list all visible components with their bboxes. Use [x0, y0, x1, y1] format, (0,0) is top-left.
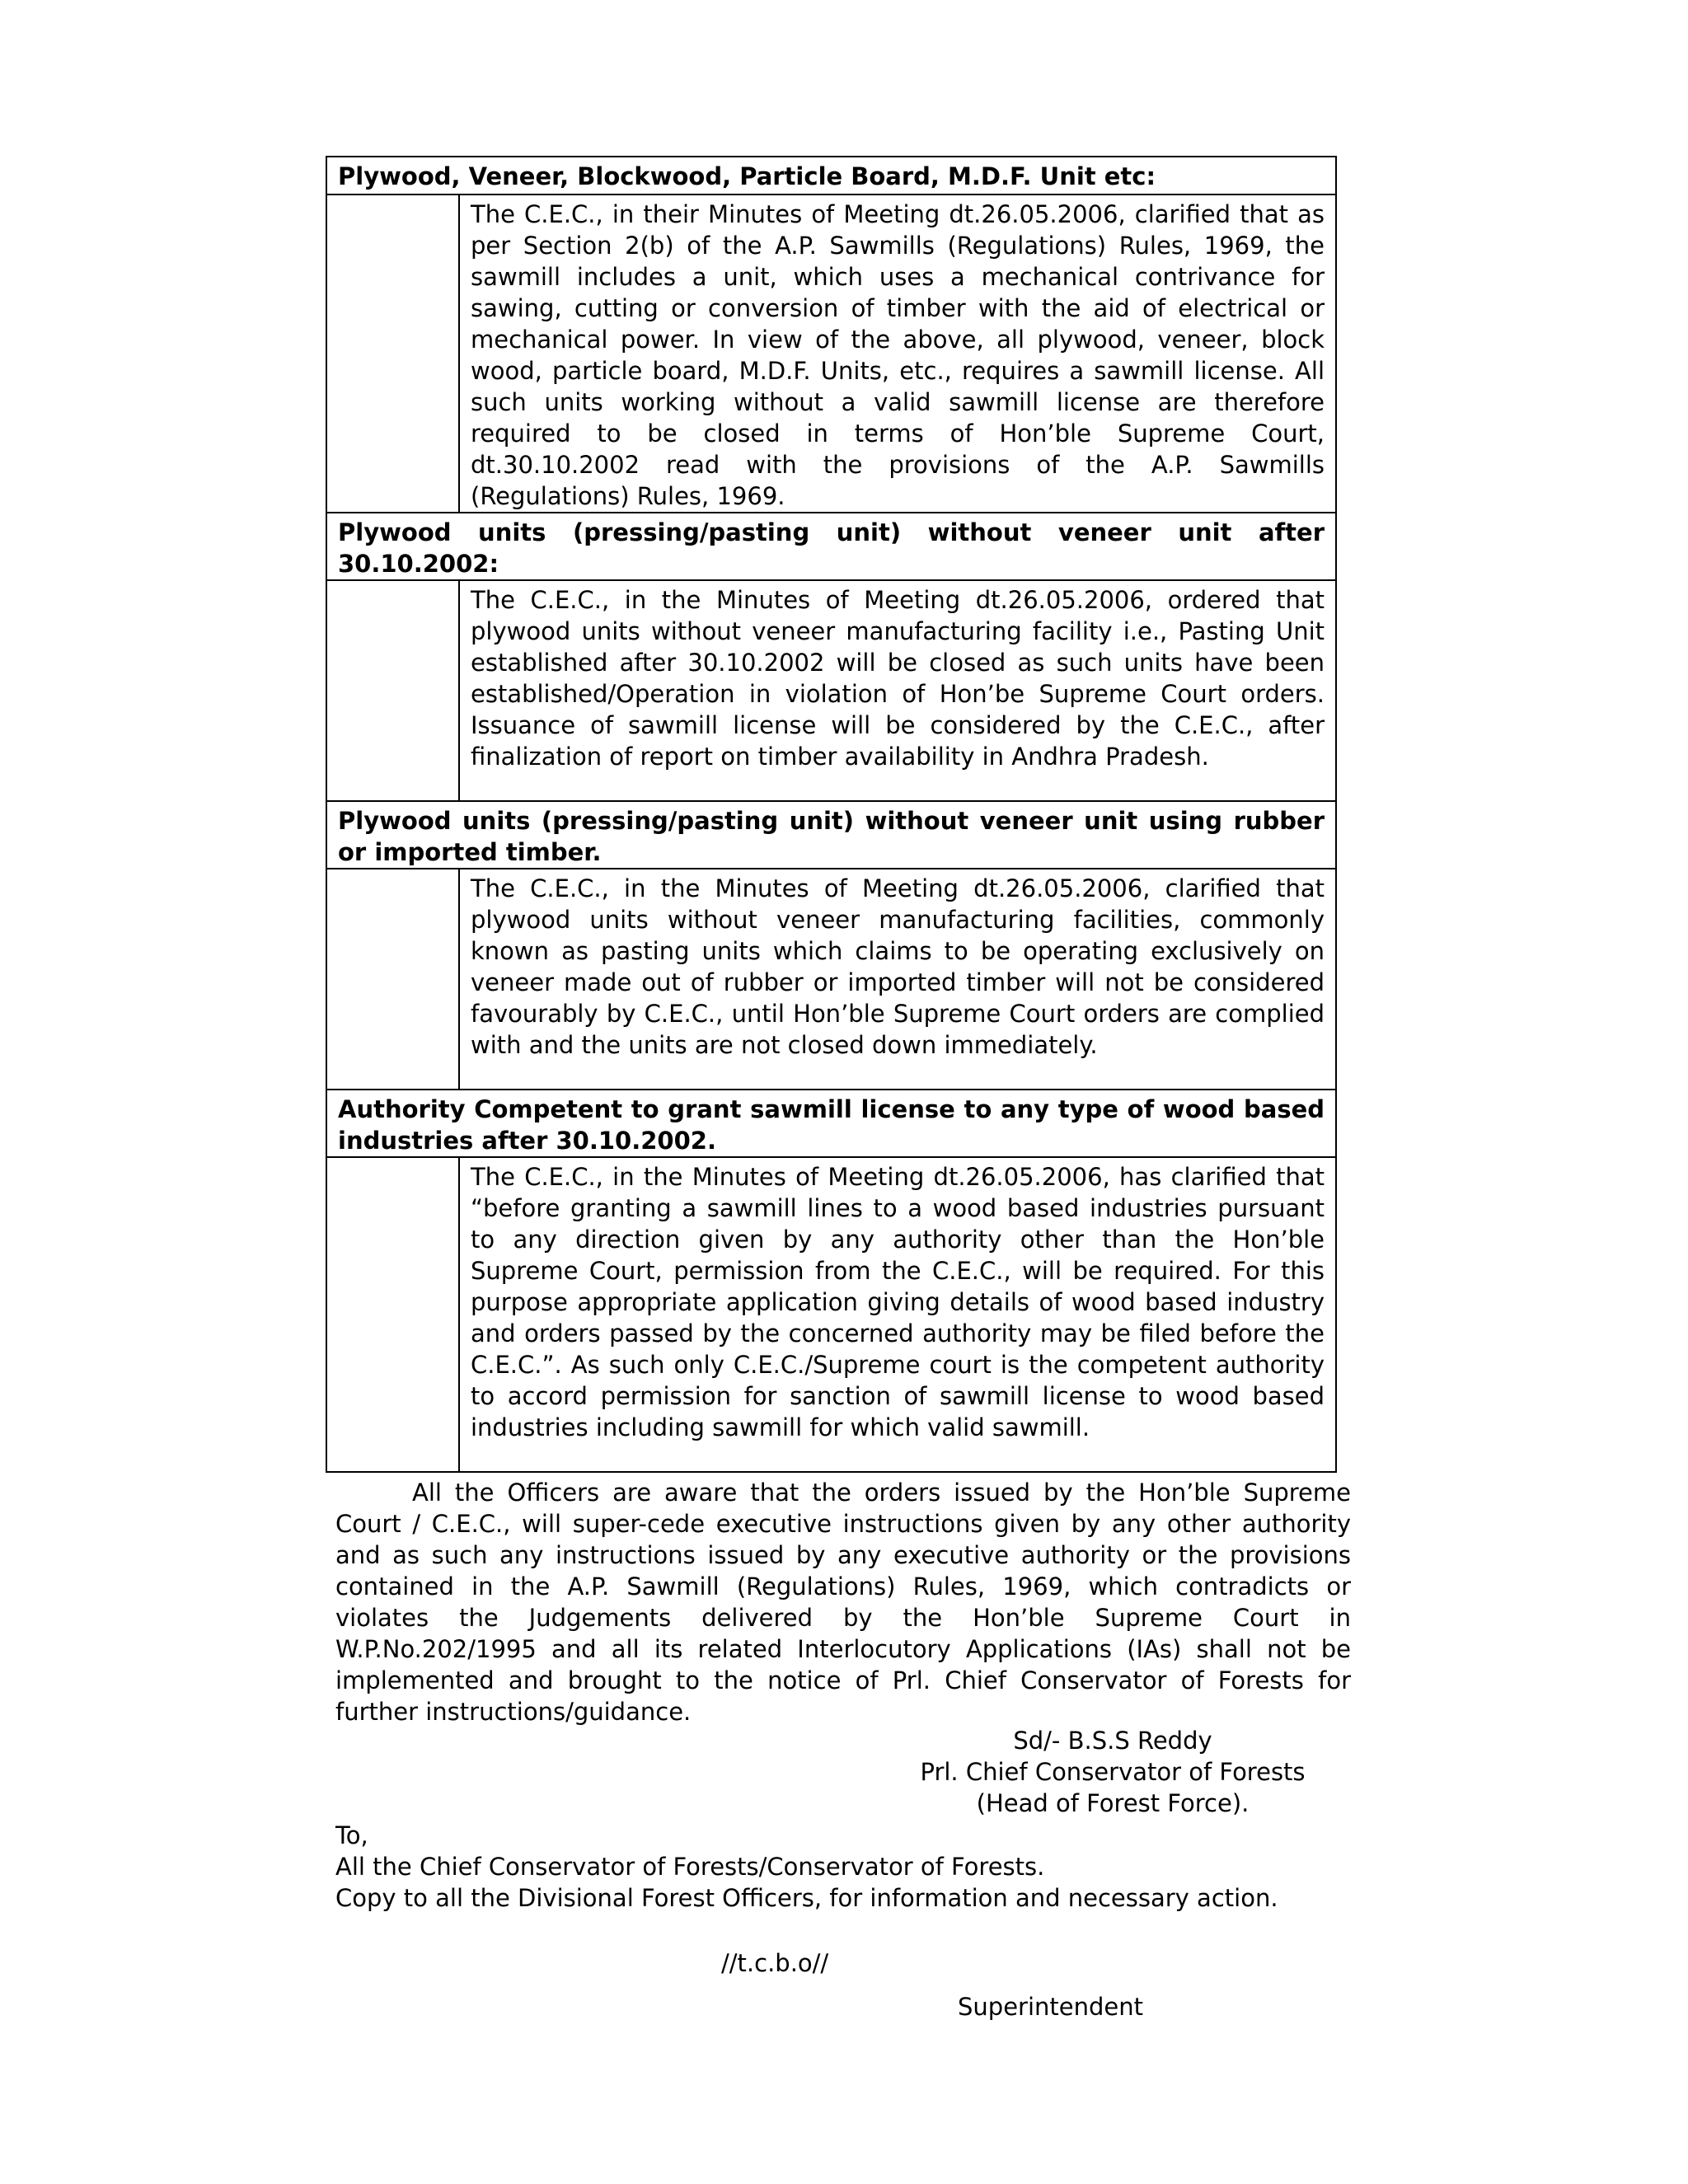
section-body-row: [326, 1157, 1336, 1472]
section-heading-row: [326, 1090, 1336, 1157]
guidelines-table: [326, 156, 1337, 1473]
section-heading: Authority Competent to grant sawmill license to any type of wood based industries after 30.10.2002.: [326, 1090, 1336, 1157]
signature-designation: Prl. Chief Conservator of Forests: [920, 1758, 1306, 1786]
section-heading-row: [326, 801, 1336, 869]
signature-block: [907, 1725, 1319, 1819]
section-body-row: [326, 869, 1336, 1090]
closing-paragraph: All the Officers are aware that the orders issued by the Hon’ble Supreme Court / C.E.C., will super-cede executive instructions given by any other authority and as such any instructions issued by any executive authority or the provisions contained in the A.P. Sawmill (Regulations) Rules, 1969, which contradicts or violates the Judgements delivered by the Hon’ble Supreme Court in W.P.No.202/1995 and all its related Interlocutory Applications (IAs) shall not be implemented and brought to the notice of Prl. Chief Conservator of Forests for further instructions/guidance.: [335, 1479, 1351, 1726]
section-body: The C.E.C., in the Minutes of Meeting dt.26.05.2006, has clarified that “before granting a sawmill lines to a wood based industries pursuant to any direction given by any authority other than the Hon’ble Supreme Court, permission from the C.E.C., will be required. For this purpose appropriate application giving details of wood based industry and orders passed by the concerned authority may be filed before the C.E.C.”. As such only C.E.C./Supreme court is the competent authority to accord permission for sanction of sawmill license to wood based industries including sawmill for which valid sawmill.: [459, 1157, 1336, 1472]
section-body: The C.E.C., in the Minutes of Meeting dt.26.05.2006, ordered that plywood units without veneer manufacturing facility i.e., Pasting Unit established after 30.10.2002 will be closed as such units have been established/Operation in violation of Hon’be Supreme Court orders. Issuance of sawmill license will be considered by the C.E.C., after finalization of report on timber availability in Andhra Pradesh.: [459, 580, 1336, 801]
section-heading: Plywood units (pressing/pasting unit) without veneer unit after 30.10.2002:: [326, 513, 1336, 580]
blank-cell: [326, 869, 459, 1090]
address-recipient: All the Chief Conservator of Forests/Conservator of Forests.: [335, 1853, 1045, 1881]
blank-cell: [326, 194, 459, 513]
section-body: The C.E.C., in their Minutes of Meeting dt.26.05.2006, clarified that as per Section 2(b) of the A.P. Sawmills (Regulations) Rules, 1969, the sawmill includes a unit, which uses a mechanical contrivance for sawing, cutting or conversion of timber with the aid of electrical or mechanical power. In view of the above, all plywood, veneer, block wood, particle board, M.D.F. Units, etc., requires a sawmill license. All such units working without a valid sawmill license are therefore required to be closed in terms of Hon’ble Supreme Court, dt.30.10.2002 read with the provisions of the A.P. Sawmills (Regulations) Rules, 1969.: [459, 194, 1336, 513]
section-heading-row: [326, 157, 1336, 194]
section-body: The C.E.C., in the Minutes of Meeting dt.26.05.2006, clarified that plywood units without veneer manufacturing facilities, commonly known as pasting units which claims to be operating exclusively on veneer made out of rubber or imported timber will not be considered favourably by C.E.C., until Hon’ble Supreme Court orders are complied with and the units are not closed down immediately.: [459, 869, 1336, 1090]
section-heading: Plywood, Veneer, Blockwood, Particle Board, M.D.F. Unit etc:: [326, 157, 1336, 194]
section-heading-row: [326, 513, 1336, 580]
signature-name: Sd/- B.S.S Reddy: [1013, 1727, 1212, 1755]
signature-subtitle: (Head of Forest Force).: [976, 1789, 1250, 1817]
address-block: [335, 1820, 1351, 1914]
address-copy: Copy to all the Divisional Forest Officers, for information and necessary action.: [335, 1884, 1278, 1912]
true-copy-mark: //t.c.b.o//: [721, 1949, 829, 1977]
section-body-row: [326, 580, 1336, 801]
address-to: To,: [335, 1821, 368, 1849]
section-heading: Plywood units (pressing/pasting unit) without veneer unit using rubber or imported timber.: [326, 801, 1336, 869]
blank-cell: [326, 580, 459, 801]
attested-by: Superintendent: [958, 1993, 1143, 2021]
blank-cell: [326, 1157, 459, 1472]
section-body-row: [326, 194, 1336, 513]
